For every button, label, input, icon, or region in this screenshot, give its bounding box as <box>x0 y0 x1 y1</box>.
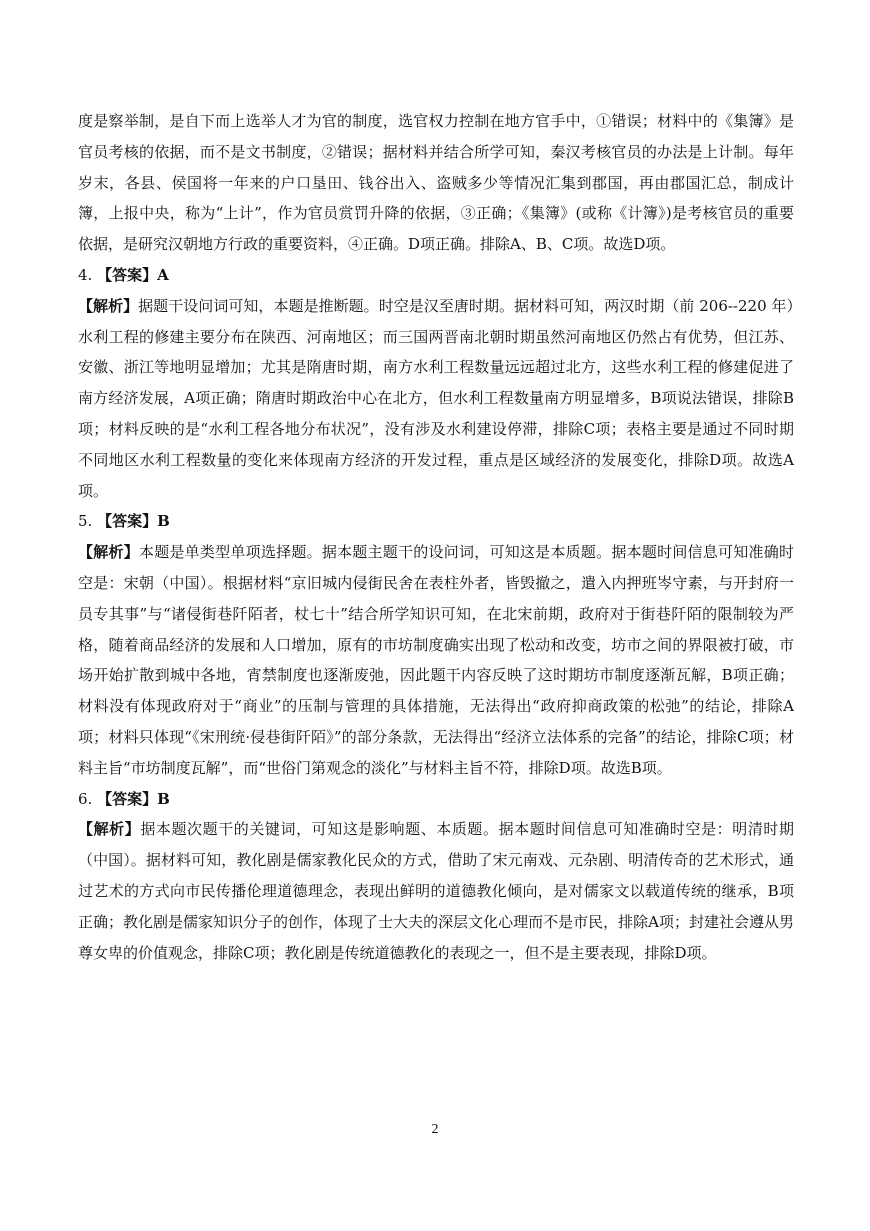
answer-line-4 <box>78 260 794 291</box>
question-number: 4. <box>78 265 93 284</box>
intro-paragraph: 度是察举制，是自下而上选举人才为官的制度，选官权力控制在地方官手中，①错误；材料中的《集簿》是官员考核的依据，而不是文书制度，②错误；据材料并结合所学可知，秦汉考核官员的办法是上计制。每年岁末，各县、侯国将一年来的户口垦田、钱谷出入、盗贼多少等情况汇集到郡国，再由郡国汇总，制成计簿，上报中央，称为“上计”，作为官员赏罚升降的依据，③正确；《集簿》(或称《计簿》)是考核官员的重要依据，是研究汉朝地方行政的重要资料，④正确。D项正确。排除A、B、C项。故选D项。 <box>78 112 794 254</box>
answer-value: B <box>157 512 170 531</box>
analysis-paragraph-6 <box>78 814 794 968</box>
answer-value: B <box>157 789 170 808</box>
analysis-text: 据题干设问词可知，本题是推断题。时空是汉至唐时期。据材料可知，两汉时期（前 206--220 年）水利工程的修建主要分布在陕西、河南地区；而三国两晋南北朝时期虽然河南地区仍然占有优势，但江苏、安徽、浙江等地明显增加；尤其是隋唐时期，南方水利工程数量远远超过北方，这些水利工程的修建促进了南方经济发展，A项正确；隋唐时期政治中心在北方，但水利工程数量南方明显增多，B项说法错误，排除B项；材料反映的是“水利工程各地分布状况”，没有涉及水利建设停滞，排除C项；表格主要是通过不同时期不同地区水利工程数量的变化来体现南方经济的开发过程，重点是区域经济的发展变化，排除D项。故选A项。 <box>78 296 794 500</box>
question-number: 6. <box>78 789 93 808</box>
page-content <box>78 106 794 968</box>
analysis-paragraph-4 <box>78 291 794 507</box>
analysis-label: 【解析】 <box>78 543 139 562</box>
analysis-text: 本题是单类型单项选择题。据本题主题干的设问词，可知这是本质题。据本题时间信息可知准确时空是：宋朝（中国）。根据材料“京旧城内侵街民舍在表柱外者，皆毁撤之，遣入内押班岑守素，与开封府一员专其事”与“诸侵街巷阡陌者，杖七十”结合所学知识可知，在北宋前期，政府对于街巷阡陌的限制较为严格，随着商品经济的发展和人口增加，原有的市坊制度确实出现了松动和改变，坊市之间的界限被打破，市场开始扩散到城中各地，宵禁制度也逐渐废弛，因此题干内容反映了这时期坊市制度逐渐瓦解，B项正确；材料没有体现政府对于“商业”的压制与管理的具体措施，无法得出“政府抑商政策的松弛”的结论，排除A项；材料只体现“《宋刑统·侵巷街阡陌》”的部分条款，无法得出“经济立法体系的完备”的结论，排除C项；材料主旨“市坊制度瓦解”，而“世俗门第观念的淡化”与材料主旨不符，排除D项。故选B项。 <box>78 543 794 777</box>
analysis-text: 据本题次题干的关键词，可知这是影响题、本质题。据本题时间信息可知准确时空是：明清时期（中国）。据材料可知，教化剧是儒家教化民众的方式，借助了宋元南戏、元杂剧、明清传奇的艺术形式，通过艺术的方式向市民传播伦理道德理念，表现出鲜明的道德教化倾向，是对儒家文以载道传统的继承，B项正确；教化剧是儒家知识分子的创作，体现了士大夫的深层文化心理而不是市民，排除A项；封建社会遵从男尊女卑的价值观念，排除C项；教化剧是传统道德教化的表现之一，但不是主要表现，排除D项。 <box>78 820 794 962</box>
question-number: 5. <box>78 512 93 531</box>
answer-value: A <box>157 265 169 284</box>
answer-line-5 <box>78 506 794 537</box>
analysis-paragraph-5 <box>78 537 794 783</box>
answer-line-6 <box>78 784 794 815</box>
answer-label: 【答案】 <box>97 789 158 808</box>
analysis-label: 【解析】 <box>78 296 139 315</box>
answer-label: 【答案】 <box>97 512 158 531</box>
answer-label: 【答案】 <box>97 265 158 284</box>
page-number: 2 <box>431 1122 439 1137</box>
analysis-label: 【解析】 <box>78 820 141 839</box>
